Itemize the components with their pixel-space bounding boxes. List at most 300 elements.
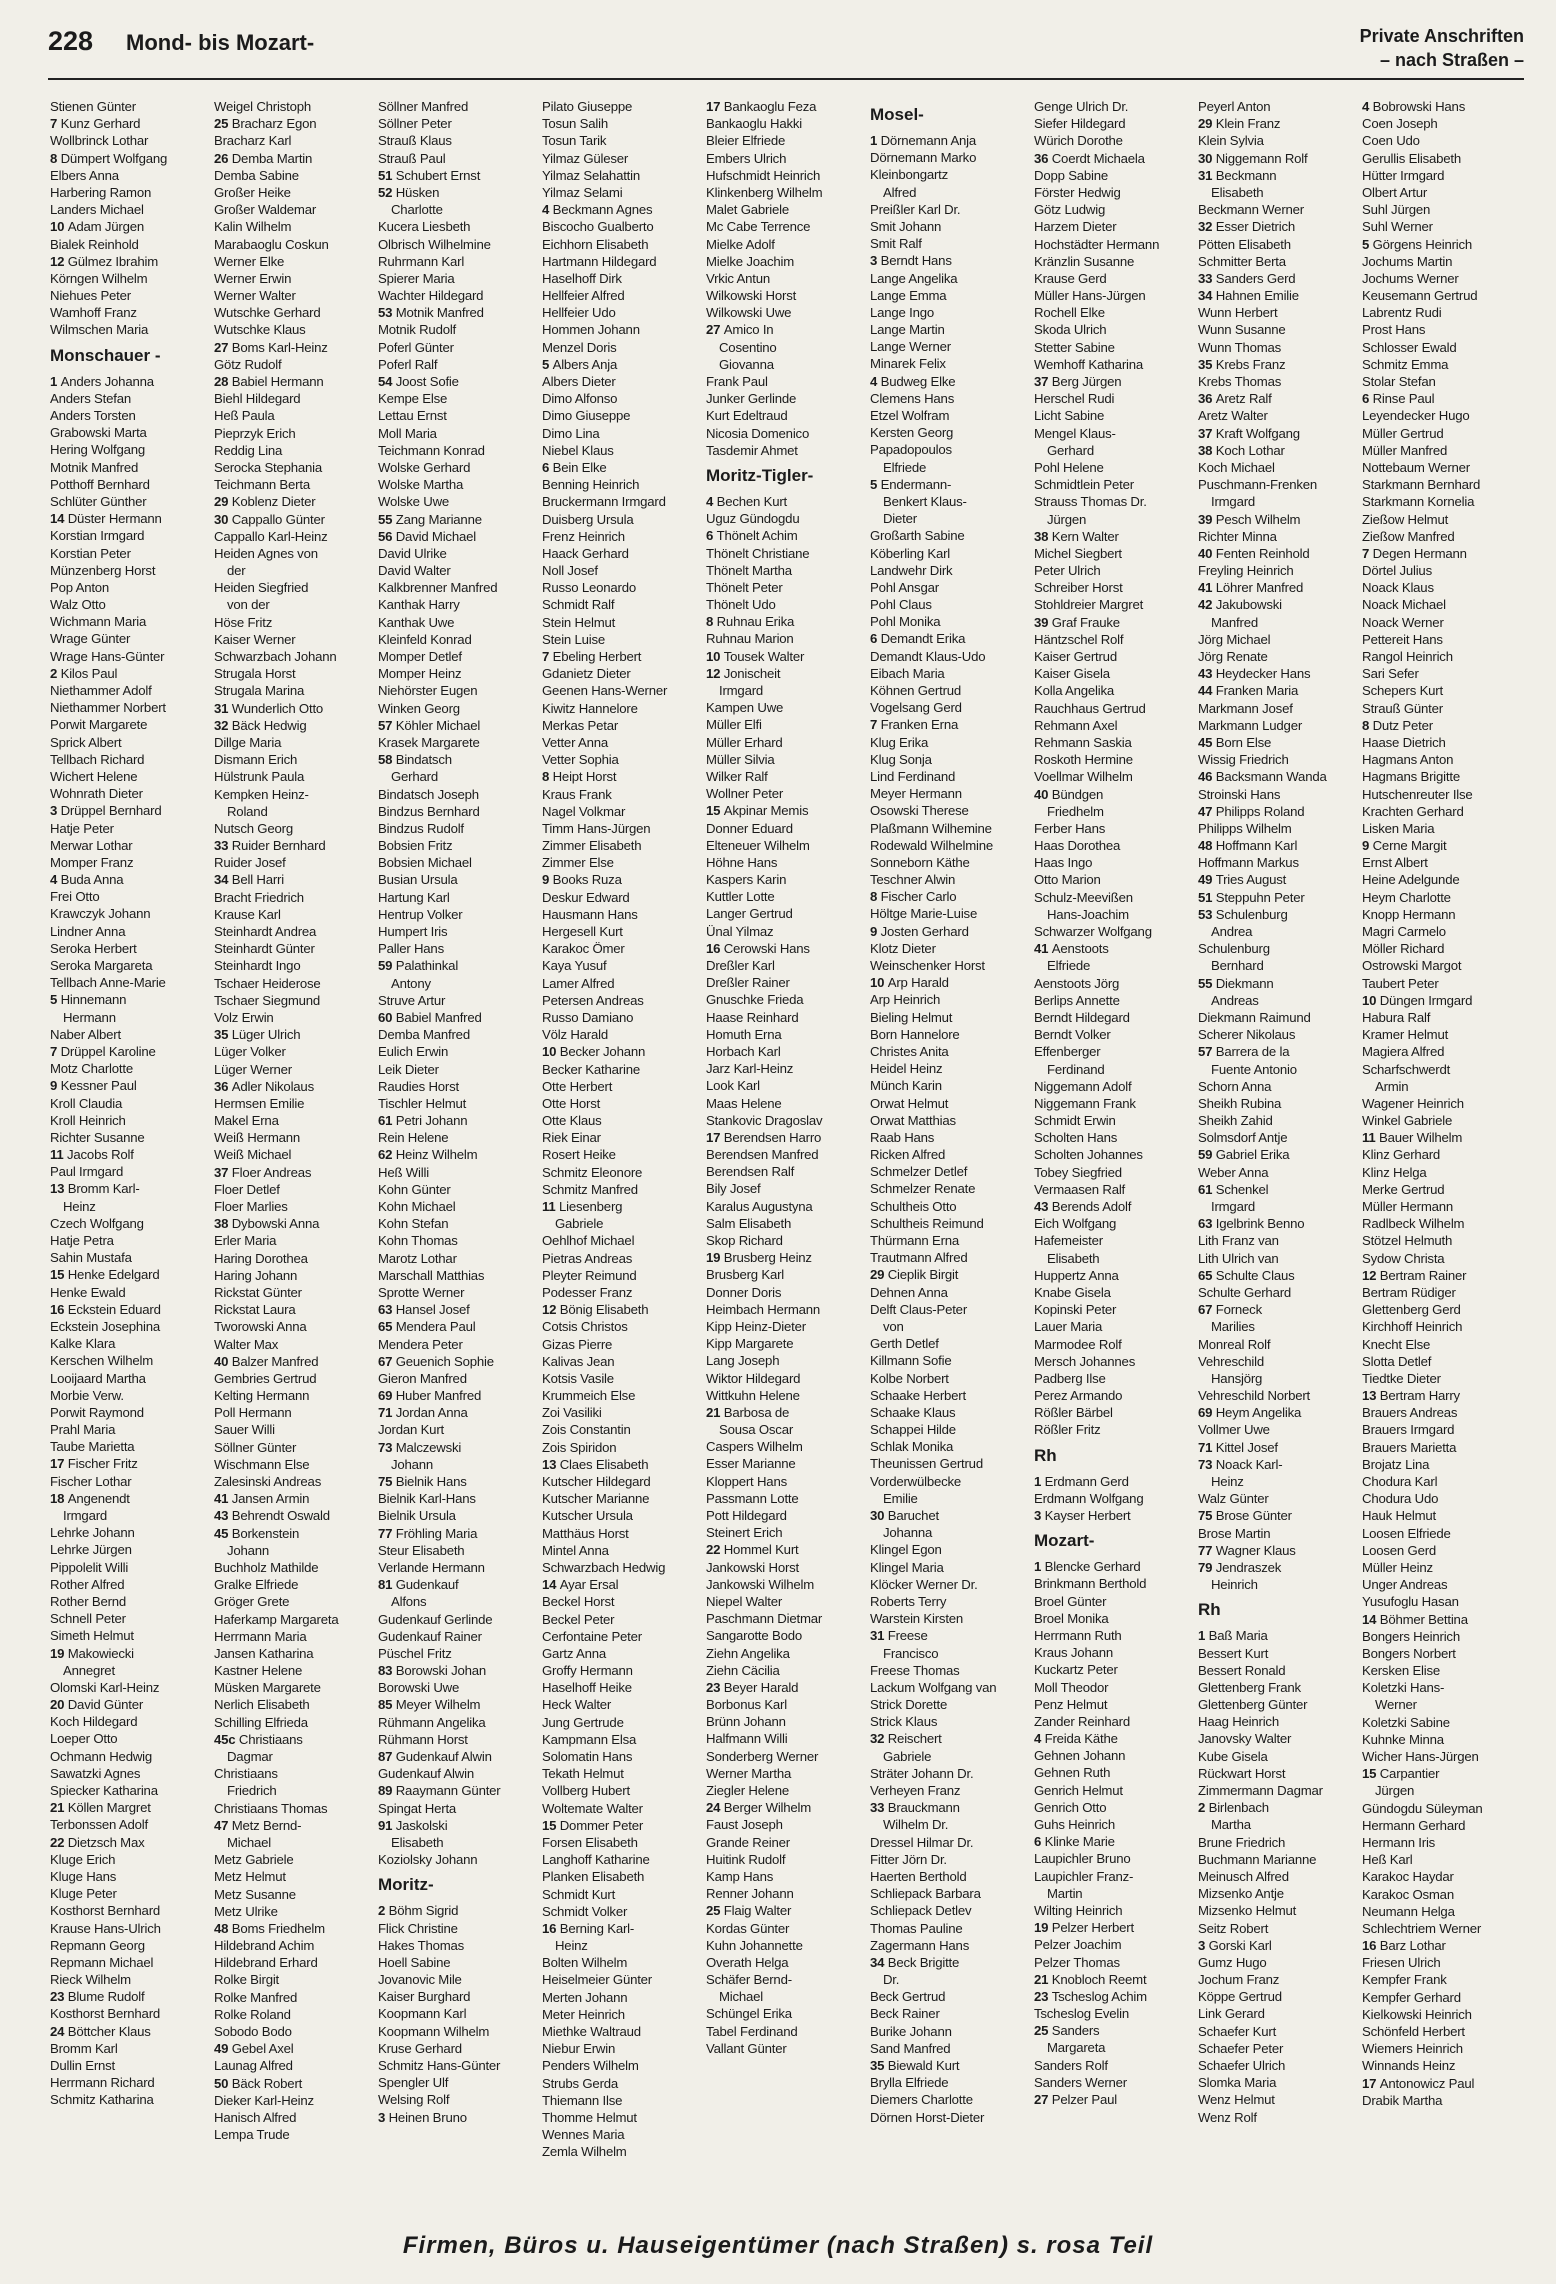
directory-entry: Bindzus Bernhard	[378, 803, 480, 819]
directory-entry: Kuhnke Minna	[1362, 1731, 1444, 1747]
directory-entry: Schäfer Bernd-	[706, 1972, 792, 1988]
directory-entry: Dimo Lina	[542, 425, 600, 441]
directory-entry: Hagmans Anton	[1362, 752, 1454, 768]
house-number: 39	[1198, 511, 1216, 527]
directory-entry: Philipps Wilhelm	[1198, 820, 1292, 836]
directory-entry: Karakoc Osman	[1362, 1886, 1454, 1902]
directory-entry: Marabaoglu Coskun	[214, 236, 329, 252]
directory-entry: Müller Silvia	[706, 751, 775, 767]
directory-entry: 6 Thönelt Achim	[706, 528, 798, 544]
directory-entry: 5 Görgens Heinrich	[1362, 236, 1473, 252]
directory-entry: 36 Coerdt Michaela	[1034, 150, 1145, 166]
directory-entry: Rolke Manfred	[214, 1989, 298, 2005]
directory-entry: 62 Heinz Wilhelm	[378, 1147, 478, 1163]
house-number: 7	[1362, 545, 1373, 561]
directory-entry: Irmgard	[50, 1508, 108, 1523]
directory-entry: Warstein Kirsten	[870, 1611, 964, 1627]
directory-entry: Söllner Günter	[214, 1439, 297, 1455]
house-number: 20	[50, 1697, 68, 1713]
house-number: 41	[1034, 941, 1052, 957]
directory-entry: Müller Gertrud	[1362, 425, 1444, 441]
directory-entry: Freyling Heinrich	[1198, 563, 1294, 579]
directory-entry: Sanders Rolf	[1034, 2057, 1108, 2073]
directory-entry: 7 Franken Erna	[870, 717, 959, 733]
directory-entry: Tschaer Heiderose	[214, 975, 321, 991]
directory-entry: Coen Joseph	[1362, 116, 1438, 132]
house-number: 19	[1034, 1920, 1052, 1936]
directory-entry: Bankaoglu Hakki	[706, 116, 802, 132]
directory-entry: Sousa Oscar	[706, 1422, 794, 1438]
directory-entry: Richter Susanne	[50, 1129, 145, 1145]
directory-entry: Vogelsang Gerd	[870, 700, 962, 716]
directory-entry: Rein Helene	[378, 1130, 449, 1146]
directory-entry: Kalke Klara	[50, 1336, 116, 1352]
directory-entry: Wischmann Else	[214, 1456, 310, 1472]
directory-entry: Serocka Stephania	[214, 459, 323, 475]
directory-entry: Kuckartz Peter	[1034, 1662, 1118, 1678]
directory-column	[870, 98, 1034, 2226]
directory-entry: Stolar Stefan	[1362, 374, 1436, 389]
directory-entry: Hatje Peter	[50, 820, 114, 836]
directory-entry: 33 Sanders Gerd	[1198, 270, 1296, 286]
page-header	[48, 20, 1524, 80]
house-number: 8	[542, 769, 553, 785]
house-number: 61	[378, 1113, 396, 1129]
directory-entry: Harzem Dieter	[1034, 219, 1117, 235]
directory-entry: Lettau Ernst	[378, 408, 447, 424]
directory-entry: Metz Helmut	[214, 1869, 286, 1885]
house-number: 29	[214, 494, 232, 510]
directory-entry: Kraus Johann	[1034, 1645, 1113, 1661]
directory-entry: Vetter Anna	[542, 734, 608, 750]
directory-entry: Strauß Paul	[378, 150, 446, 166]
directory-entry: Schnell Peter	[50, 1611, 126, 1627]
house-number: 30	[870, 1508, 888, 1523]
directory-entry: Porwit Raymond	[50, 1404, 144, 1420]
directory-entry: Mengel Klaus-	[1034, 425, 1116, 441]
directory-entry: Vorderwülbecke	[870, 1473, 962, 1489]
directory-entry: Häntzschel Rolf	[1034, 631, 1124, 647]
house-number: 15	[1362, 1766, 1380, 1782]
directory-entry: Schilling Elfrieda	[214, 1714, 308, 1730]
house-number: 91	[378, 1817, 396, 1833]
directory-entry: Karalus Augustyna	[706, 1198, 813, 1214]
directory-entry: Schaefer Peter	[1198, 2040, 1284, 2056]
directory-entry: Becker Katharine	[542, 1061, 640, 1077]
directory-entry: Russo Leonardo	[542, 580, 636, 596]
directory-entry: 8 Fischer Carlo	[870, 889, 957, 905]
directory-entry: Wichert Helene	[50, 768, 138, 784]
directory-entry: Noack Werner	[1362, 614, 1444, 630]
directory-entry: Porwit Margarete	[50, 717, 148, 733]
directory-entry: Gdanietz Dieter	[542, 666, 631, 682]
directory-entry: 53 Schulenburg	[1198, 906, 1288, 922]
directory-entry: Wohnrath Dieter	[50, 786, 143, 802]
house-number: 71	[1198, 1439, 1216, 1455]
directory-entry: Zimmer Else	[542, 855, 614, 871]
directory-entry: Rickstat Günter	[214, 1284, 302, 1300]
directory-entry: Vollberg Hubert	[542, 1783, 630, 1799]
directory-entry: Taube Marietta	[50, 1439, 135, 1455]
directory-entry: Haerten Berthold	[870, 1868, 967, 1884]
directory-entry: Groffy Hermann	[542, 1663, 633, 1679]
directory-entry: Ziehn Angelika	[706, 1645, 790, 1661]
directory-column	[1034, 98, 1198, 2226]
directory-entry: Hanisch Alfred	[214, 2109, 297, 2125]
directory-entry: 37 Kraft Wolfgang	[1198, 425, 1300, 441]
directory-entry: Eibach Maria	[870, 665, 945, 681]
directory-entry: Genrich Helmut	[1034, 1782, 1123, 1798]
house-number: 5	[1362, 236, 1373, 252]
directory-entry: Pelzer Thomas	[1034, 1954, 1120, 1970]
directory-entry: Burike Johann	[870, 2023, 952, 2039]
directory-entry: Matthäus Horst	[542, 1525, 629, 1541]
directory-entry: Wolske Uwe	[378, 494, 450, 510]
directory-entry: Wissig Friedrich	[1198, 752, 1289, 768]
directory-entry: Hutschenreuter Ilse	[1362, 786, 1473, 802]
directory-entry: 87 Gudenkauf Alwin	[378, 1749, 492, 1764]
directory-entry: Frenz Heinrich	[542, 528, 625, 544]
directory-entry: 25 Sanders	[1034, 2023, 1100, 2039]
directory-entry: Schulenburg	[1198, 941, 1270, 957]
directory-entry: Förster Hedwig	[1034, 184, 1121, 200]
directory-entry: Bielnik Ursula	[378, 1508, 456, 1524]
directory-entry: 3 Heinen Bruno	[378, 2109, 467, 2125]
directory-entry: Planken Elisabeth	[542, 1869, 645, 1885]
directory-entry: Stein Helmut	[542, 614, 616, 630]
directory-entry: Stötzel Helmuth	[1362, 1233, 1453, 1249]
directory-entry: Heinz	[542, 1938, 588, 1954]
directory-entry: Hellfeier Alfred	[542, 288, 625, 304]
directory-entry: 1 Baß Maria	[1198, 1628, 1268, 1644]
directory-entry: Strick Klaus	[870, 1714, 938, 1730]
directory-entry: 30 Cappallo Günter	[214, 511, 325, 527]
directory-entry: Eckstein Josephina	[50, 1318, 161, 1334]
directory-entry: Ernst Albert	[1362, 855, 1428, 871]
directory-entry: Perez Armando	[1034, 1388, 1123, 1404]
directory-entry: Buchholz Mathilde	[214, 1559, 319, 1575]
directory-entry: Tasdemir Ahmet	[706, 442, 798, 458]
directory-column	[50, 98, 214, 2226]
directory-entry: Heinz	[50, 1198, 96, 1214]
directory-entry: Busian Ursula	[378, 872, 458, 888]
directory-entry: 34 Bell Harri	[214, 872, 284, 888]
directory-entry: Erdmann Wolfgang	[1034, 1490, 1144, 1506]
directory-entry: Wunn Thomas	[1198, 339, 1282, 355]
directory-entry: Haring Johann	[214, 1267, 298, 1283]
directory-entry: Etzel Wolfram	[870, 408, 950, 423]
directory-entry: Schlechtriem Werner	[1362, 1920, 1482, 1936]
directory-entry: Berndt Hildegard	[1034, 1009, 1130, 1025]
directory-entry: Ferber Hans	[1034, 820, 1106, 836]
directory-entry: 15 Carpantier	[1362, 1766, 1440, 1782]
directory-entry: Dreßler Karl	[706, 958, 775, 973]
directory-entry: Dörnen Horst-Dieter	[870, 2109, 985, 2125]
directory-entry: Pietras Andreas	[542, 1250, 633, 1266]
directory-entry: 45 Born Else	[1198, 734, 1272, 750]
house-number: 27	[1034, 2092, 1052, 2107]
directory-entry: Loeper Otto	[50, 1731, 118, 1747]
directory-entry: 51 Schubert Ernst	[378, 167, 481, 183]
directory-entry: Unger Andreas	[1362, 1577, 1448, 1593]
directory-entry: Ruhrmann Karl	[378, 253, 465, 269]
directory-entry: Gizas Pierre	[542, 1336, 613, 1352]
directory-entry: Schwarzbach Hedwig	[542, 1559, 666, 1575]
directory-entry: Sonderberg Werner	[706, 1748, 819, 1764]
house-number: 34	[870, 1954, 888, 1970]
directory-entry: Schmidt Ralf	[542, 597, 615, 613]
house-number: 6	[870, 631, 881, 647]
house-number: 4	[542, 202, 553, 218]
house-number: 63	[1198, 1216, 1216, 1232]
directory-entry: Jochum Franz	[1198, 1972, 1280, 1988]
directory-entry: Höse Fritz	[214, 614, 273, 630]
directory-entry: Schmidtlein Peter	[1034, 477, 1134, 493]
directory-entry: 2 Kilos Paul	[50, 665, 118, 681]
directory-entry: Volz Erwin	[214, 1009, 274, 1025]
directory-entry: Osowski Therese	[870, 803, 969, 819]
directory-entry: Bindatsch Joseph	[378, 786, 479, 802]
directory-entry: Sheikh Rubina	[1198, 1095, 1282, 1111]
house-number: 56	[378, 528, 396, 544]
directory-entry: Klingel Egon	[870, 1542, 942, 1558]
directory-entry: Gartz Anna	[542, 1645, 606, 1661]
directory-entry: Sobodo Bodo	[214, 2024, 292, 2039]
directory-entry: Momper Franz	[50, 854, 134, 870]
directory-entry: Zois Constantin	[542, 1422, 631, 1438]
directory-entry: Spiecker Katharina	[50, 1783, 158, 1798]
directory-entry: 30 Baruchet	[870, 1508, 939, 1523]
directory-entry: Merke Gertrud	[1362, 1181, 1445, 1197]
house-number: 53	[1198, 906, 1216, 922]
directory-entry: Zießow Helmut	[1362, 511, 1449, 527]
directory-entry: Weiß Hermann	[214, 1130, 301, 1146]
house-number: 29	[1198, 116, 1216, 132]
directory-entry: Heinz	[1198, 1474, 1244, 1489]
house-number: 8	[706, 614, 717, 630]
directory-entry: Klotz Dieter	[870, 940, 936, 956]
house-number: 75	[1198, 1508, 1216, 1524]
house-number: 65	[1198, 1267, 1216, 1283]
directory-entry: 26 Demba Martin	[214, 150, 313, 166]
directory-entry: Benning Heinrich	[542, 477, 640, 493]
directory-entry: Moll Theodor	[1034, 1679, 1109, 1695]
directory-entry: David Ulrike	[378, 545, 447, 561]
directory-entry: 45 Borkenstein	[214, 1525, 300, 1541]
directory-entry: Overath Helga	[706, 1954, 789, 1970]
directory-entry: Gabriele	[870, 1748, 932, 1764]
directory-entry: 12 Jonischeit	[706, 665, 781, 681]
house-number: 43	[1034, 1199, 1052, 1214]
directory-entry: Wutschke Gerhard	[214, 305, 321, 321]
directory-entry: Heidel Heinz	[870, 1061, 943, 1077]
directory-entry: Rother Alfred	[50, 1576, 125, 1592]
directory-entry: 31 Wunderlich Otto	[214, 700, 324, 716]
directory-entry: Dismann Erich	[214, 752, 298, 768]
directory-entry: Bruckermann Irmgard	[542, 494, 666, 510]
directory-entry: Demba Manfred	[378, 1027, 470, 1043]
directory-entry: Schmelzer Detlef	[870, 1164, 968, 1180]
directory-entry: 12 Bertram Rainer	[1362, 1267, 1467, 1283]
directory-entry: Russo Damiano	[542, 1009, 634, 1025]
house-number: 46	[1198, 769, 1216, 785]
directory-entry: Weber Anna	[1198, 1164, 1269, 1180]
directory-entry: Hülstrunk Paula	[214, 769, 305, 785]
directory-entry: Lüger Volker	[214, 1044, 286, 1060]
directory-entry: Simeth Helmut	[50, 1628, 134, 1644]
directory-entry: Schmitz Katharina	[50, 2092, 154, 2108]
directory-entry: Deskur Edward	[542, 889, 630, 905]
directory-entry: 3 Drüppel Bernhard	[50, 803, 162, 819]
directory-entry: Raudies Horst	[378, 1078, 459, 1094]
directory-entry: Steinhardt Günter	[214, 941, 315, 957]
directory-entry: 14 Böhmer Bettina	[1362, 1611, 1468, 1627]
directory-entry: Lamer Alfred	[542, 975, 615, 991]
directory-entry: 16 Cerowski Hans	[706, 940, 810, 956]
directory-entry: Uguz Gündogdu	[706, 511, 800, 527]
directory-entry: 8 Dutz Peter	[1362, 717, 1433, 733]
directory-entry: Krawczyk Johann	[50, 906, 151, 922]
directory-entry: Christiaans	[214, 1766, 278, 1782]
directory-entry: Müller Hermann	[1362, 1199, 1454, 1214]
directory-entry: 65 Schulte Claus	[1198, 1267, 1295, 1283]
directory-entry: Kosthorst Bernhard	[50, 1903, 161, 1919]
directory-entry: Irmgard	[1198, 494, 1256, 510]
directory-entry: Nagel Volkmar	[542, 803, 626, 819]
directory-entry: Demba Sabine	[214, 167, 299, 183]
directory-entry: Faust Joseph	[706, 1817, 783, 1833]
directory-entry: Donner Doris	[706, 1284, 782, 1300]
directory-entry: Heine Adelgunde	[1362, 872, 1460, 888]
house-number: 1	[1034, 1559, 1045, 1575]
house-number: 81	[378, 1577, 396, 1593]
house-number: 67	[1198, 1302, 1216, 1318]
directory-entry: Steur Elisabeth	[378, 1542, 465, 1558]
directory-entry: Spengler Ulf	[378, 2075, 449, 2091]
directory-entry: Ferdinand	[1034, 1061, 1105, 1077]
directory-entry: Peter Ulrich	[1034, 563, 1101, 579]
house-number: 33	[214, 838, 232, 854]
house-number: 47	[1198, 803, 1216, 819]
directory-entry: Rieck Wilhelm	[50, 1972, 131, 1988]
directory-entry: 40 Bündgen	[1034, 786, 1104, 802]
directory-entry: Krause Karl	[214, 906, 281, 922]
directory-entry: Thomme Helmut	[542, 2109, 637, 2125]
house-number: 17	[1362, 2075, 1380, 2091]
directory-entry: 9 Cerne Margit	[1362, 838, 1447, 854]
directory-entry: Cappallo Karl-Heinz	[214, 528, 328, 544]
directory-entry: Kerschen Wilhelm	[50, 1353, 154, 1369]
directory-entry: Müller Erhard	[706, 734, 783, 750]
directory-entry: Knecht Else	[1362, 1336, 1431, 1352]
house-number: 41	[1198, 580, 1216, 596]
directory-entry: Bily Josef	[706, 1181, 761, 1197]
house-number: 42	[1198, 597, 1216, 613]
directory-entry: Wichmann Maria	[50, 614, 147, 630]
directory-entry: Schaake Klaus	[870, 1404, 956, 1420]
directory-entry: Herrmann Richard	[50, 2075, 155, 2091]
directory-entry: Winkel Gabriele	[1362, 1113, 1453, 1129]
directory-entry: Schaefer Kurt	[1198, 2023, 1277, 2039]
directory-entry: Janovsky Walter	[1198, 1731, 1292, 1747]
directory-entry: Eich Wolfgang	[1034, 1216, 1117, 1232]
directory-entry: 40 Balzer Manfred	[214, 1353, 319, 1369]
directory-entry: 83 Borowski Johan	[378, 1663, 487, 1679]
house-number: 4	[706, 493, 717, 509]
directory-entry: Gehnen Johann	[1034, 1748, 1126, 1764]
directory-entry: 54 Joost Sofie	[378, 374, 459, 389]
directory-entry: Killmann Sofie	[870, 1353, 952, 1369]
directory-entry: 16 Barz Lothar	[1362, 1938, 1446, 1954]
directory-entry: 38 Dybowski Anna	[214, 1216, 320, 1232]
house-number: 17	[706, 99, 724, 114]
directory-entry: Brauers Irmgard	[1362, 1422, 1455, 1438]
directory-entry: Püschel Fritz	[378, 1645, 452, 1661]
directory-entry: Raab Hans	[870, 1129, 935, 1145]
directory-entry: Olomski Karl-Heinz	[50, 1679, 160, 1695]
directory-entry: 32 Esser Dietrich	[1198, 219, 1296, 235]
directory-entry: Motz Charlotte	[50, 1061, 133, 1077]
directory-entry: Hartmann Hildegard	[542, 253, 657, 269]
house-number: 33	[1198, 270, 1216, 286]
directory-entry: Born Hannelore	[870, 1026, 960, 1042]
directory-entry: Rosert Heike	[542, 1147, 616, 1163]
directory-entry: Glettenberg Frank	[1198, 1679, 1301, 1695]
directory-entry: Elfriede	[870, 459, 927, 475]
directory-entry: Köberling Karl	[870, 545, 951, 561]
directory-entry: Kolbe Norbert	[870, 1370, 949, 1386]
directory-entry: Albers Dieter	[542, 374, 616, 389]
directory-entry: 6 Klinke Marie	[1034, 1834, 1115, 1850]
directory-entry: Langer Gertrud	[706, 906, 793, 922]
directory-entry: Gerhard	[1034, 442, 1094, 458]
directory-entry: Otte Horst	[542, 1095, 601, 1111]
directory-entry: Sand Manfred	[870, 2040, 951, 2056]
directory-entry: Kleinbongartz	[870, 167, 949, 183]
directory-entry: Kolla Angelika	[1034, 683, 1115, 699]
directory-entry: Teichmann Konrad	[378, 442, 485, 458]
directory-entry: Richter Minna	[1198, 528, 1277, 544]
directory-entry: 1 Dörnemann Anja	[870, 133, 977, 148]
directory-entry: Lindner Anna	[50, 923, 126, 939]
directory-entry: Menzel Doris	[542, 339, 617, 355]
directory-entry: Tschaer Siegmund	[214, 992, 321, 1008]
house-number: 5	[542, 356, 553, 372]
directory-entry: Niethammer Norbert	[50, 700, 166, 716]
directory-entry: Klöcker Werner Dr.	[870, 1576, 978, 1592]
directory-entry: 52 Hüsken	[378, 184, 440, 200]
house-number: 5	[870, 476, 881, 492]
house-number: 24	[706, 1800, 724, 1816]
house-number: 32	[1198, 219, 1216, 235]
directory-entry: Berlips Annette	[1034, 992, 1120, 1008]
directory-entry: Sanders Werner	[1034, 2074, 1127, 2090]
directory-entry: Bolten Wilhelm	[542, 1955, 628, 1971]
house-number: 1	[1198, 1628, 1209, 1644]
directory-entry: Heinrich	[1198, 1577, 1258, 1593]
directory-entry: Magiera Alfred	[1362, 1044, 1445, 1060]
directory-entry: Werner Walter	[214, 288, 296, 304]
directory-entry: Hommen Johann	[542, 322, 640, 338]
house-number: 49	[214, 2041, 232, 2057]
directory-entry: Lisken Maria	[1362, 820, 1435, 836]
directory-entry: Homuth Erna	[706, 1026, 782, 1042]
directory-entry: Großer Heike	[214, 184, 291, 200]
directory-entry: 38 Koch Lothar	[1198, 442, 1285, 458]
directory-entry: Schmitz Eleonore	[542, 1164, 643, 1180]
house-number: 19	[706, 1250, 724, 1266]
directory-entry: Rauchhaus Gertrud	[1034, 700, 1146, 716]
